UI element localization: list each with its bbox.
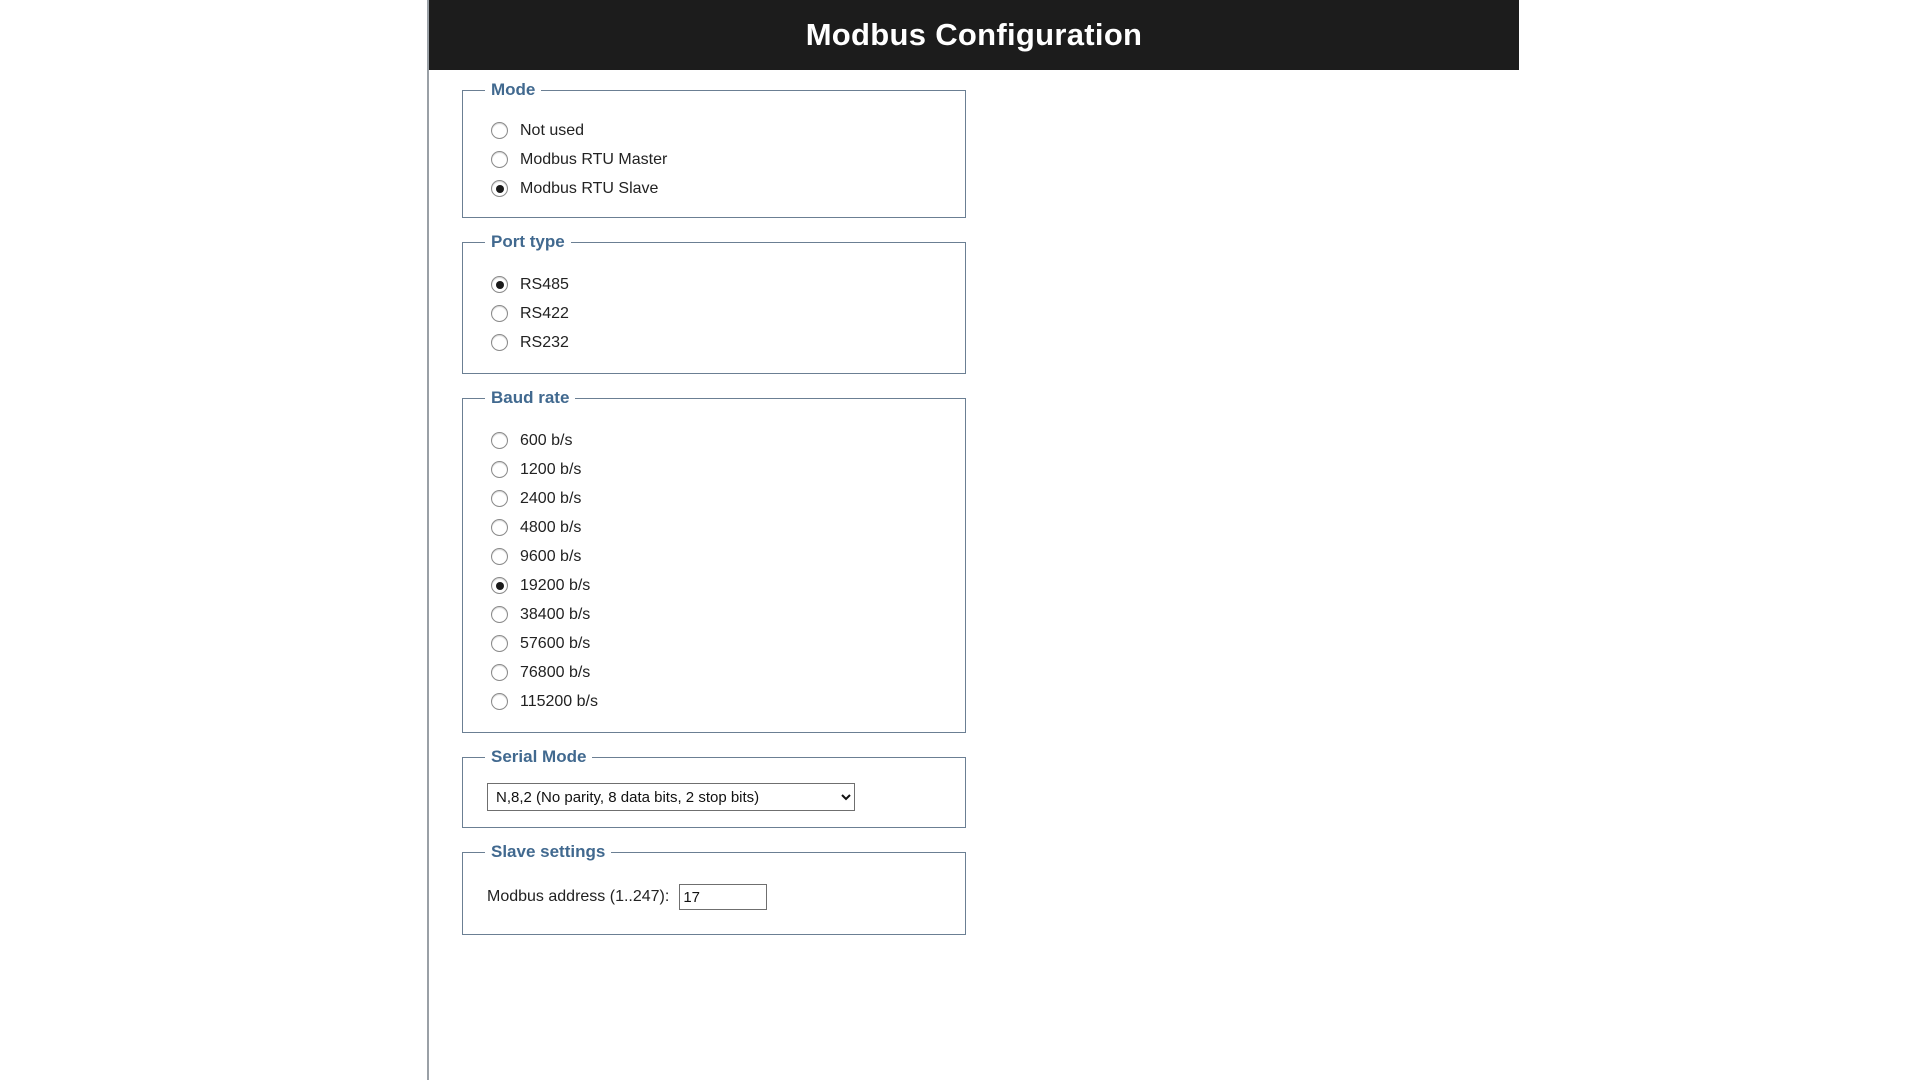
baud-option-label: 115200 b/s — [520, 692, 598, 710]
serial-mode-group-legend: Serial Mode — [491, 747, 587, 766]
baud-option-label: 38400 b/s — [520, 605, 591, 623]
port-type-group — [462, 232, 966, 374]
baud-option-9600[interactable] — [463, 542, 965, 571]
mode-option-not-used[interactable] — [463, 116, 965, 145]
radio-icon[interactable] — [491, 577, 508, 594]
settings-panels — [462, 80, 968, 949]
mode-options — [463, 100, 965, 217]
radio-icon[interactable] — [491, 122, 508, 139]
baud-option-2400[interactable] — [463, 484, 965, 513]
port-type-group-legend: Port type — [491, 232, 565, 251]
radio-icon[interactable] — [491, 305, 508, 322]
baud-option-label: 9600 b/s — [520, 547, 582, 565]
content-frame-divider — [427, 0, 429, 1080]
mode-option-label: Not used — [520, 121, 585, 139]
port-type-option-rs232[interactable] — [463, 328, 965, 357]
baud-option-1200[interactable] — [463, 455, 965, 484]
radio-icon[interactable] — [491, 606, 508, 623]
radio-icon[interactable] — [491, 664, 508, 681]
radio-icon[interactable] — [491, 151, 508, 168]
radio-icon[interactable] — [491, 519, 508, 536]
radio-icon[interactable] — [491, 180, 508, 197]
radio-icon[interactable] — [491, 635, 508, 652]
mode-option-rtu-master[interactable] — [463, 145, 965, 174]
slave-settings-group-legend: Slave settings — [491, 842, 606, 861]
radio-icon[interactable] — [491, 490, 508, 507]
titlebar — [429, 0, 1519, 70]
content-area — [429, 0, 1519, 905]
baud-option-115200[interactable] — [463, 687, 965, 716]
modbus-address-input[interactable] — [679, 884, 767, 910]
serial-mode-row — [463, 767, 965, 827]
baud-option-4800[interactable] — [463, 513, 965, 542]
baud-option-label: 57600 b/s — [520, 634, 591, 652]
page-title: Modbus Configuration — [805, 17, 1143, 52]
radio-icon[interactable] — [491, 693, 508, 710]
radio-icon[interactable] — [491, 432, 508, 449]
radio-icon[interactable] — [491, 334, 508, 351]
port-type-option-label: RS422 — [520, 304, 569, 322]
mode-group — [462, 80, 966, 218]
port-type-option-label: RS485 — [520, 275, 569, 293]
modbus-address-label: Modbus address (1..247): — [487, 888, 670, 905]
baud-rate-group — [462, 388, 966, 733]
baud-option-38400[interactable] — [463, 600, 965, 629]
baud-option-label: 4800 b/s — [520, 518, 582, 536]
radio-icon[interactable] — [491, 461, 508, 478]
baud-option-19200[interactable] — [463, 571, 965, 600]
baud-option-label: 76800 b/s — [520, 663, 591, 681]
port-type-option-rs485[interactable] — [463, 270, 965, 299]
baud-option-76800[interactable] — [463, 658, 965, 687]
port-type-options — [463, 252, 965, 373]
baud-option-label: 19200 b/s — [520, 576, 591, 594]
radio-icon[interactable] — [491, 276, 508, 293]
baud-option-57600[interactable] — [463, 629, 965, 658]
slave-settings-group — [462, 842, 966, 935]
baud-option-label: 2400 b/s — [520, 489, 582, 507]
mode-group-legend: Mode — [491, 80, 536, 99]
serial-mode-select[interactable] — [487, 783, 855, 811]
baud-option-600[interactable] — [463, 426, 965, 455]
port-type-option-label: RS232 — [520, 333, 569, 351]
serial-mode-group — [462, 747, 966, 828]
baud-option-label: 600 b/s — [520, 431, 573, 449]
port-type-option-rs422[interactable] — [463, 299, 965, 328]
baud-rate-group-legend: Baud rate — [491, 388, 570, 407]
mode-option-label: Modbus RTU Master — [520, 150, 668, 168]
modbus-address-row — [463, 862, 965, 934]
baud-rate-options — [463, 408, 965, 732]
mode-option-rtu-slave[interactable] — [463, 174, 965, 203]
radio-icon[interactable] — [491, 548, 508, 565]
mode-option-label: Modbus RTU Slave — [520, 179, 659, 197]
baud-option-label: 1200 b/s — [520, 460, 582, 478]
